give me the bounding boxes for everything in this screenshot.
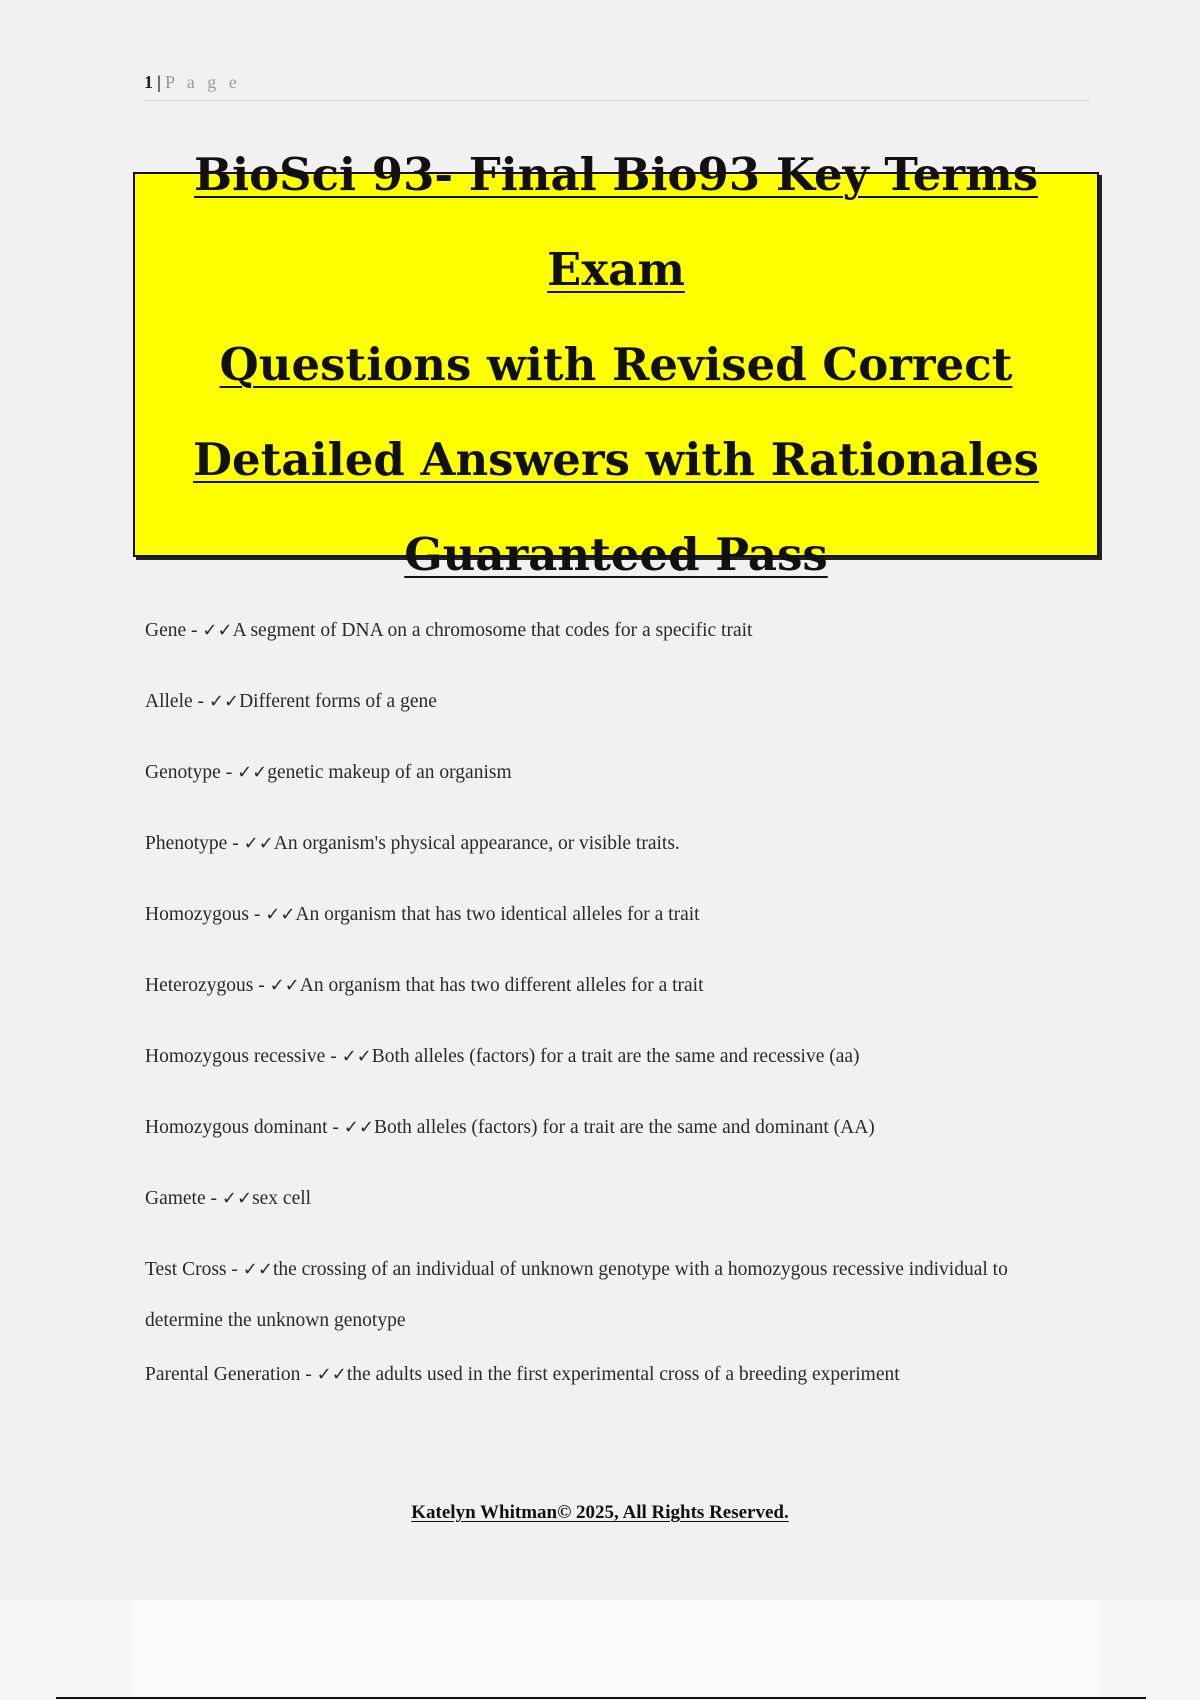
term-definition: Different forms of a gene bbox=[239, 691, 437, 712]
term-item-allele: Allele - ✓✓Different forms of a gene bbox=[145, 691, 437, 712]
checkmark-icon: ✓✓ bbox=[221, 1188, 253, 1209]
term-item-test-cross: Test Cross - ✓✓the crossing of an individual of unknown genotype with a homozygous recessive individual to determine the unknown genotype bbox=[145, 1259, 1008, 1331]
page-footer bbox=[0, 1502, 1200, 1524]
term-definition: An organism's physical appearance, or visible traits. bbox=[273, 833, 680, 854]
checkmark-icon: ✓✓ bbox=[202, 620, 233, 641]
title-line-3: Detailed Answers with Rationales bbox=[192, 433, 1039, 486]
bottom-divider bbox=[56, 1697, 1146, 1699]
term-name: Genotype bbox=[145, 762, 221, 783]
checkmark-icon: ✓✓ bbox=[243, 833, 274, 854]
term-name: Gene bbox=[145, 620, 187, 641]
term-definition: An organism that has two different alleles for a trait bbox=[299, 975, 704, 996]
term-name: Parental Generation bbox=[145, 1364, 301, 1385]
checkmark-icon: ✓✓ bbox=[343, 1117, 374, 1138]
term-name: Gamete bbox=[145, 1188, 206, 1209]
checkmark-icon: ✓✓ bbox=[341, 1046, 372, 1067]
term-name: Heterozygous bbox=[145, 975, 254, 996]
copyright-notice: Katelyn Whitman© 2025, All Rights Reserved. bbox=[411, 1502, 789, 1523]
term-name: Homozygous bbox=[145, 904, 249, 925]
title-line-2: Questions with Revised Correct bbox=[219, 338, 1013, 391]
checkmark-icon: ✓✓ bbox=[208, 691, 240, 712]
term-name: Allele bbox=[145, 691, 193, 712]
term-item-genotype: Genotype - ✓✓genetic makeup of an organism bbox=[145, 762, 512, 783]
term-item-heterozygous: Heterozygous - ✓✓An organism that has two different alleles for a trait bbox=[145, 975, 704, 996]
term-definition: A segment of DNA on a chromosome that codes for a specific trait bbox=[232, 620, 753, 641]
page-number: 1 bbox=[144, 72, 153, 92]
checkmark-icon: ✓✓ bbox=[242, 1259, 273, 1280]
term-item-gamete: Gamete - ✓✓sex cell bbox=[145, 1188, 312, 1209]
page-label: P a g e bbox=[164, 72, 241, 92]
next-page-preview bbox=[0, 1600, 1200, 1700]
page-separator: | bbox=[157, 72, 161, 92]
checkmark-icon: ✓✓ bbox=[316, 1364, 347, 1385]
term-list bbox=[145, 620, 1045, 1435]
title-line-1: BioSci 93- Final Bio93 Key Terms Exam bbox=[193, 148, 1039, 296]
term-definition: genetic makeup of an organism bbox=[267, 762, 512, 783]
term-item-homozygous-recessive: Homozygous recessive - ✓✓Both alleles (factors) for a trait are the same and recessive (aa) bbox=[145, 1046, 860, 1067]
term-definition: sex cell bbox=[252, 1188, 312, 1209]
title-line-4: Guaranteed Pass bbox=[404, 528, 828, 581]
term-item-parental-generation: Parental Generation - ✓✓the adults used in the first experimental cross of a breeding experiment bbox=[145, 1364, 900, 1385]
term-definition: the crossing of an individual of unknown genotype with a homozygous recessive individual to determine the unknown genotype bbox=[145, 1259, 1008, 1331]
title-box bbox=[133, 148, 1099, 581]
term-definition: An organism that has two identical alleles for a trait bbox=[295, 904, 700, 925]
term-item-gene: Gene - ✓✓A segment of DNA on a chromosome that codes for a specific trait bbox=[145, 620, 753, 641]
term-name: Homozygous recessive bbox=[145, 1046, 326, 1067]
checkmark-icon: ✓✓ bbox=[269, 975, 300, 996]
term-definition: Both alleles (factors) for a trait are the same and dominant (AA) bbox=[373, 1117, 875, 1138]
next-page-content bbox=[133, 1600, 1099, 1696]
checkmark-icon: ✓✓ bbox=[265, 904, 296, 925]
term-name: Homozygous dominant bbox=[145, 1117, 328, 1138]
term-definition: the adults used in the first experimental cross of a breeding experiment bbox=[346, 1364, 900, 1385]
document-title bbox=[135, 127, 1097, 602]
term-name: Test Cross bbox=[145, 1259, 227, 1280]
term-item-homozygous-dominant: Homozygous dominant - ✓✓Both alleles (factors) for a trait are the same and dominant (AA) bbox=[145, 1117, 875, 1138]
term-name: Phenotype bbox=[145, 833, 228, 854]
term-item-phenotype: Phenotype - ✓✓An organism's physical appearance, or visible traits. bbox=[145, 833, 680, 854]
term-definition: Both alleles (factors) for a trait are the same and recessive (aa) bbox=[371, 1046, 860, 1067]
term-item-homozygous: Homozygous - ✓✓An organism that has two identical alleles for a trait bbox=[145, 904, 700, 925]
checkmark-icon: ✓✓ bbox=[237, 762, 268, 783]
page-header bbox=[144, 72, 1090, 101]
